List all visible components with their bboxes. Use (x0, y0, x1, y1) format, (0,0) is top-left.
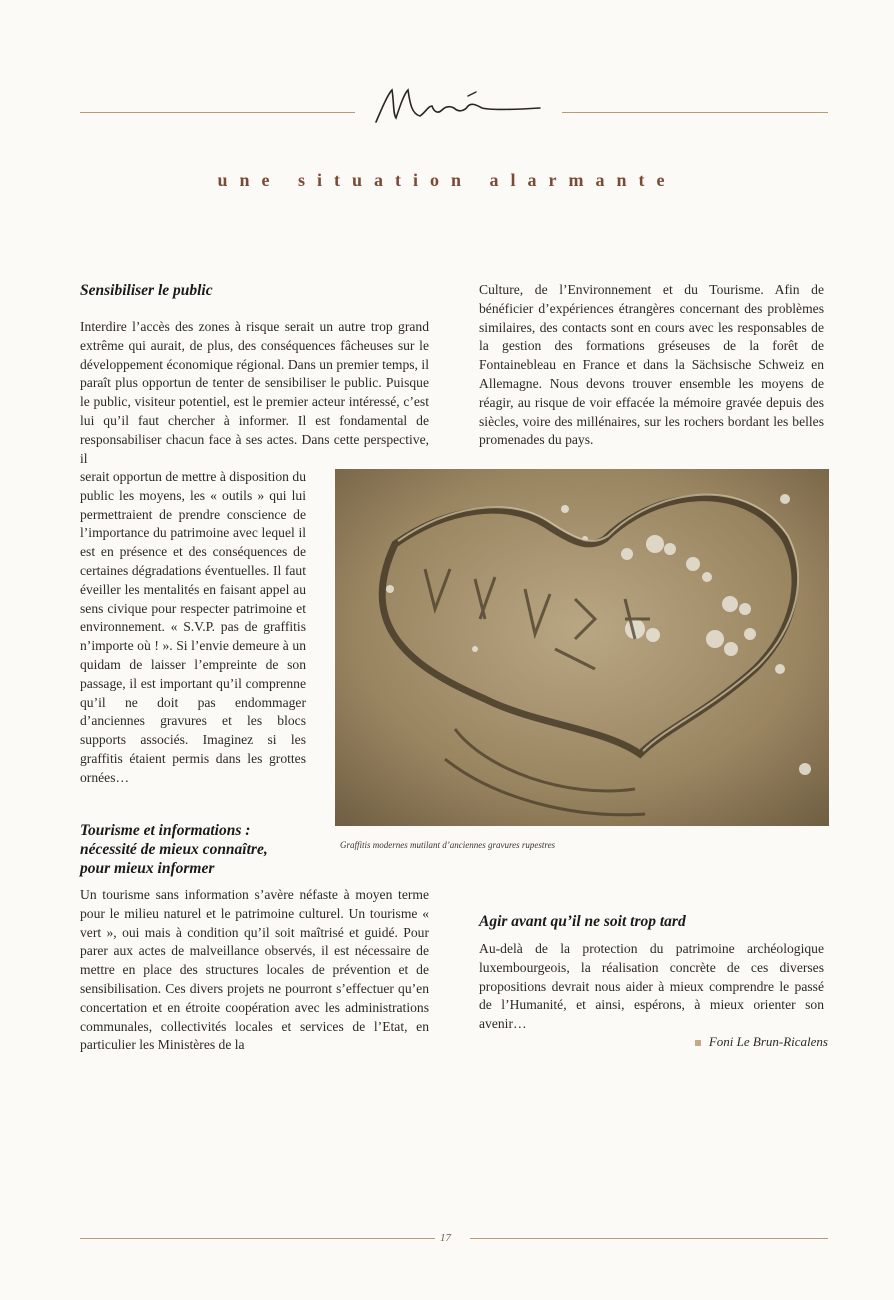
paragraph-culture: Culture, de l’Environnement et du Tourisme. Afin de bénéficier d’expériences étrangères concernant des problèmes similaires, des contacts sont en cours avec les responsables de la gestion des formations gréseuses de la forêt de Fontainebleau en France et dans la Sächsische Schweiz en Allemagne. Nous devons trouver ensemble les moyens de réagir, au risque de voir effacée la mémoire gravée depuis des siècles, voire des millénaires, sur les rochers bordant les belles promenades du pays. (479, 282, 824, 448)
paragraph-sensibiliser-narrow: serait opportun de mettre à disposition du public les moyens, les « outils » qui lui permettraient de prendre conscience de l’importance du patrimoine avec lequel il est en présence et des conséquences de certaines dégradations éventuelles. Il faut éveiller les mentalités en faisant appel au sens civique pour respecter patrimoine et environnement. « S.V.P. pas de graffitis n’importe où ! ». Si l’envie demeure à un quidam de laisser l’empreinte de son passage, il est important qu’il comprenne qu’il ne doit pas endommager d’anciennes gravures et les blocs supports associés. Imaginez si les graffitis étaient permis dans les grottes ornées… (80, 469, 306, 785)
author-signature (695, 1034, 828, 1050)
graffiti-heart-image (335, 469, 829, 826)
bullet-square-icon (695, 1040, 701, 1046)
heading-sensibiliser: Sensibiliser le public (80, 282, 213, 299)
header-rule-left (80, 112, 355, 113)
heading-agir: Agir avant qu’il ne soit trop tard (479, 913, 686, 930)
paragraph-sensibiliser-full: Interdire l’accès des zones à risque serait un autre trop grand extrême qui aurait, de plus, des conséquences fâcheuses sur le développement économique régional. Dans un premier temps, il paraît plus opportun de tenter de sensibiliser le public. Puisque le public, visiteur potentiel, est le premier acteur intéressé, c’est lui qu’il faut chercher à informer. Il est fondamental de responsabiliser chacun face à ses actes. Dans cette perspective, il (80, 319, 429, 466)
header-rule-right (562, 112, 828, 113)
graffiti-photo (335, 469, 829, 826)
paragraph-agir: Au-delà de la protection du patrimoine archéologique luxembourgeois, la réalisation concrète de ces diverses propositions devrait nous aider à mieux comprendre le passé de l’Humanité, et ainsi, espérons, à mieux orienter son avenir… (479, 941, 824, 1032)
page-number: 17 (440, 1232, 451, 1244)
footer-rule-left (80, 1238, 435, 1239)
footer-rule-right (470, 1238, 828, 1239)
musee-logo (368, 84, 548, 130)
heading-tourisme-line3: pour mieux informer (80, 860, 215, 877)
heading-tourisme-line1: Tourisme et informations : (80, 822, 251, 839)
photo-caption: Graffitis modernes mutilant d’anciennes gravures rupestres (340, 840, 556, 850)
paragraph-tourisme: Un tourisme sans information s’avère néfaste à moyen terme pour le milieu naturel et le patrimoine culturel. Un tourisme « vert », oui mais à condition qu’il soit maîtrisé et guidé. Pour parer aux actes de malveillance observés, il est nécessaire de mettre en place des structures locales de prévention et de sensibilisation. Ces divers projets ne pourront s’effectuer qu’en concertation et en étroite coopération avec les administrations communales, collectivités locales et services de l’Etat, en particulier les Ministères de la (80, 887, 429, 1053)
section-title: une situation alarmante (217, 170, 677, 190)
author-name: Foni Le Brun-Ricalens (708, 1034, 828, 1049)
heading-tourisme-line2: nécessité de mieux connaître, (80, 841, 268, 858)
